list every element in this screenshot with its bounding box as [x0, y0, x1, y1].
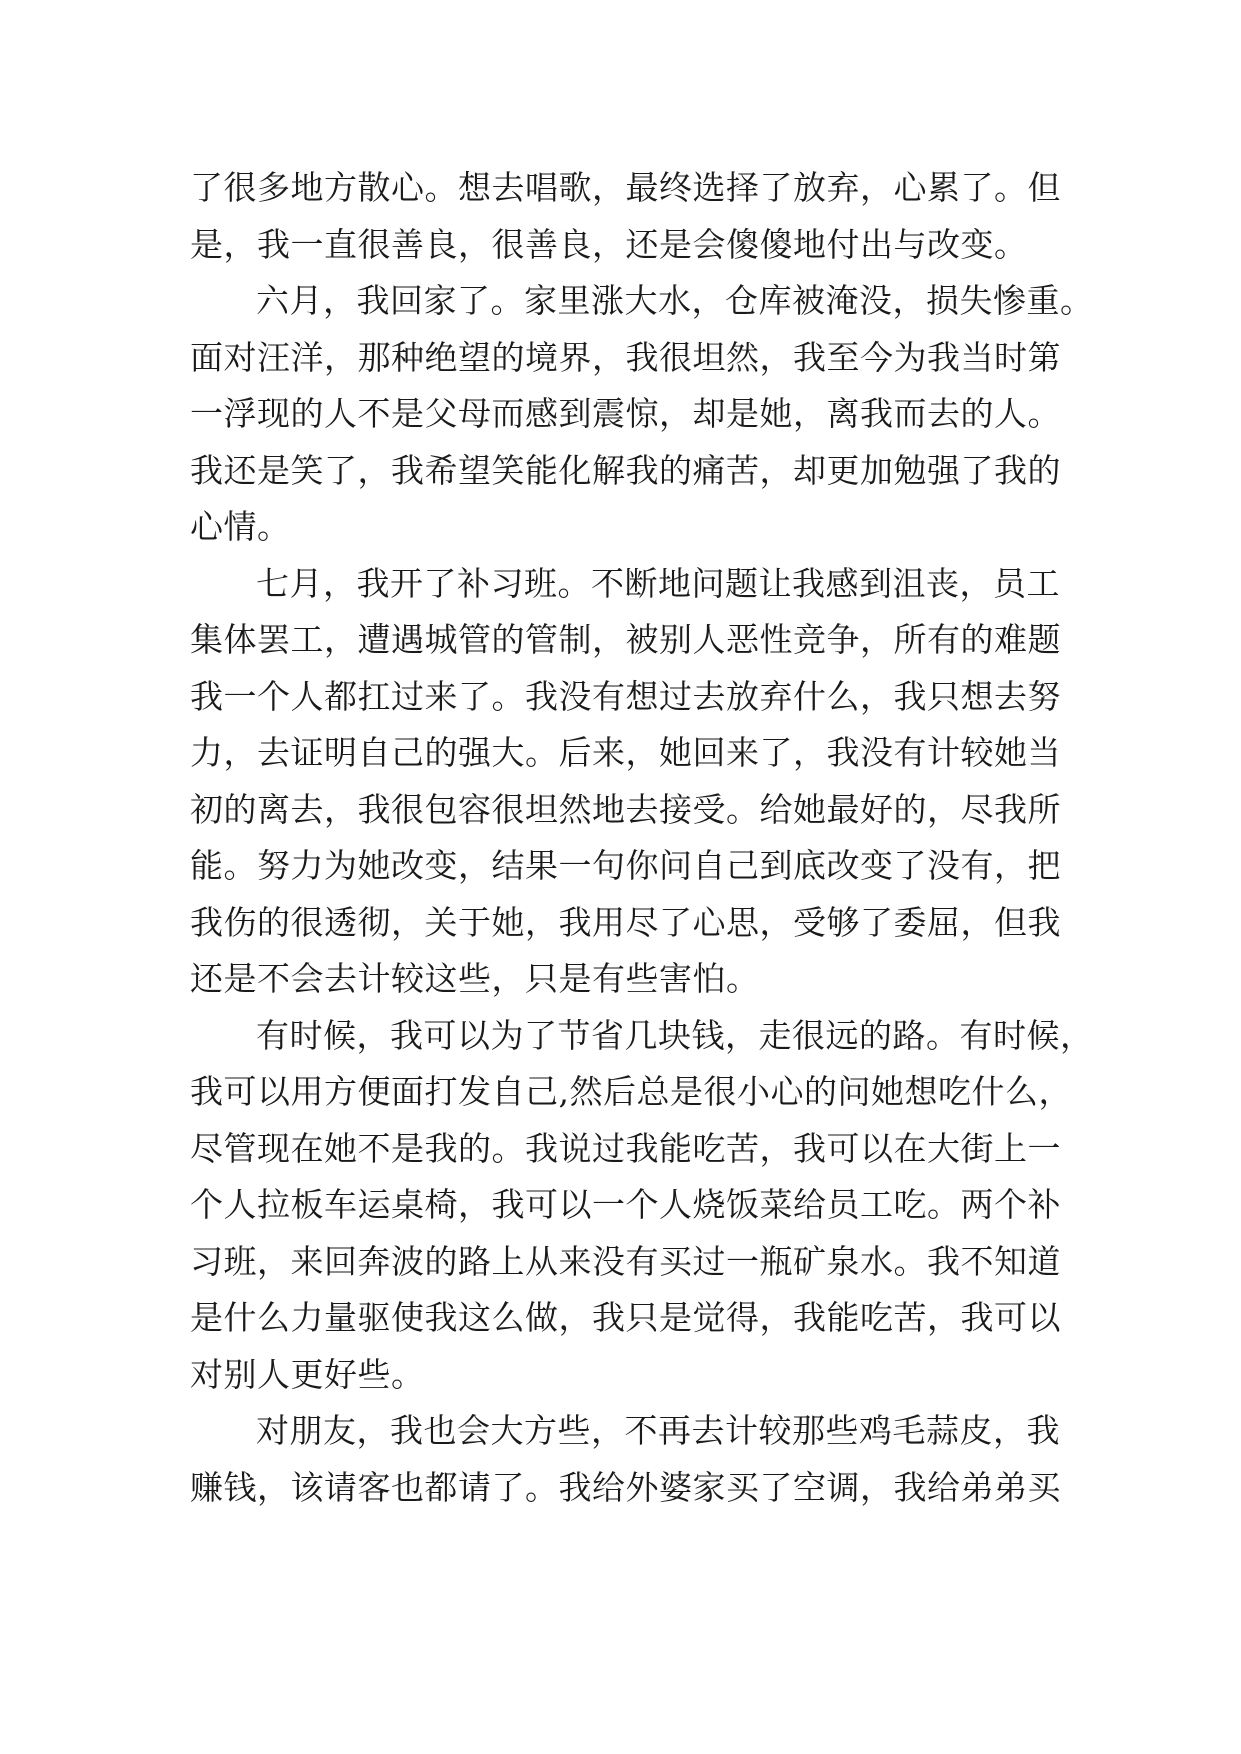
- text-line: 心情。: [190, 507, 291, 546]
- text-line: 对别人更好些。: [190, 1354, 425, 1394]
- paragraph-first-line: 七月，我开了补习班。不断地问题让我感到沮丧，员工: [256, 563, 1060, 603]
- text-line: 一浮现的人不是父母而感到震惊，却是她，离我而去的人。: [190, 394, 1061, 433]
- text-line: 习班，来回奔波的路上从来没有买过一瓶矿泉水。我不知道: [190, 1241, 1061, 1281]
- text-line: 面对汪洋，那种绝望的境界，我很坦然，我至今为我当时第: [190, 337, 1061, 377]
- text-line: 尽管现在她不是我的。我说过我能吃苦，我可以在大街上一: [190, 1128, 1061, 1168]
- text-line: 我一个人都扛过来了。我没有想过去放弃什么，我只想去努: [190, 676, 1061, 716]
- text-line: 集体罢工，遭遇城管的管制，被别人恶性竞争，所有的难题: [190, 620, 1061, 659]
- paragraph-first-line: 对朋友，我也会大方些，不再去计较那些鸡毛蒜皮，我: [256, 1411, 1060, 1450]
- text-line: 我可以用方便面打发自己,然后总是很小心的问她想吃什么，: [190, 1072, 1072, 1111]
- text-line: 是什么力量驱使我这么做，我只是觉得，我能吃苦，我可以: [190, 1298, 1061, 1337]
- text-line: 还是不会去计较这些，只是有些害怕。: [190, 959, 760, 998]
- text-line: 我还是笑了，我希望笑能化解我的痛苦，却更加勉强了我的: [190, 450, 1061, 490]
- text-line: 是，我一直很善良，很善良，还是会傻傻地付出与改变。: [190, 224, 1028, 264]
- text-line: 初的离去，我很包容很坦然地去接受。给她最好的，尽我所: [190, 789, 1061, 829]
- document-body: [190, 160, 1094, 1516]
- text-line: 力，去证明自己的强大。后来，她回来了，我没有计较她当: [190, 733, 1061, 772]
- text-line: 了很多地方散心。想去唱歌，最终选择了放弃，心累了。但: [190, 168, 1061, 207]
- text-line: 我伤的很透彻，关于她，我用尽了心思，受够了委屈，但我: [190, 902, 1061, 942]
- text-line: 赚钱，该请客也都请了。我给外婆家买了空调，我给弟弟买: [190, 1467, 1061, 1507]
- text-line: 个人拉板车运桌椅，我可以一个人烧饭菜给员工吃。两个补: [190, 1185, 1061, 1224]
- paragraph-first-line: 有时候，我可以为了节省几块钱，走很远的路。有时候，: [256, 1015, 1094, 1055]
- paragraph-first-line: 六月，我回家了。家里涨大水，仓库被淹没，损失惨重。: [256, 281, 1094, 320]
- text-line: 能。努力为她改变，结果一句你问自己到底改变了没有，把: [190, 846, 1061, 885]
